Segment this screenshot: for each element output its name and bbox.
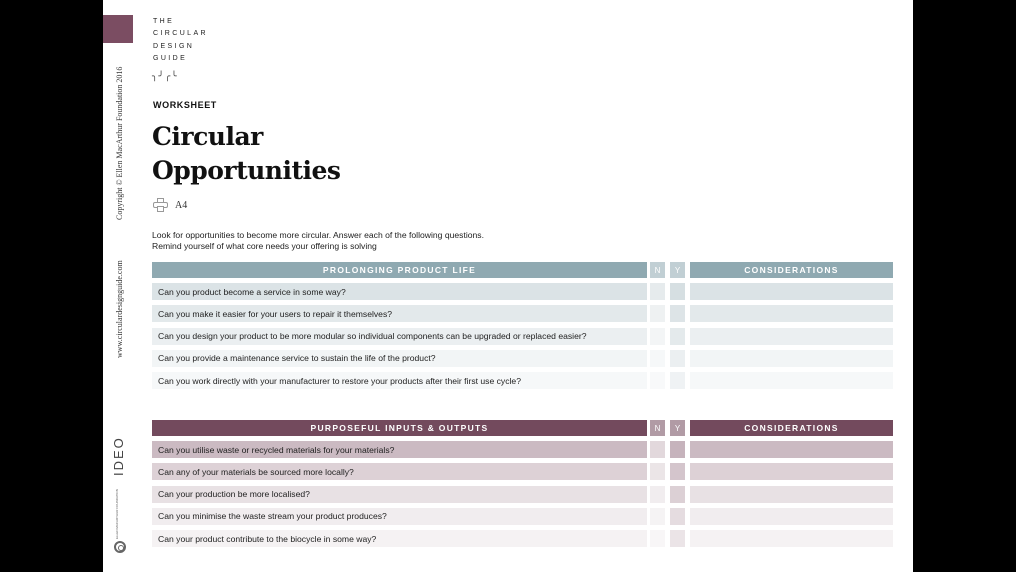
considerations-field[interactable] <box>690 305 893 322</box>
question-row <box>152 441 894 458</box>
page-title <box>152 120 341 188</box>
website-link[interactable]: www.circulardesignguide.com <box>115 260 124 358</box>
answer-yes-box[interactable] <box>670 328 685 345</box>
column-considerations-header: CONSIDERATIONS <box>690 262 893 278</box>
answer-yes-box[interactable] <box>670 372 685 389</box>
answer-no-box[interactable] <box>650 328 665 345</box>
question-row <box>152 530 894 547</box>
column-considerations-header: CONSIDERATIONS <box>690 420 893 436</box>
print-button[interactable] <box>153 198 187 212</box>
title-line: Circular <box>152 122 263 151</box>
question-row <box>152 283 894 300</box>
answer-yes-box[interactable] <box>670 486 685 503</box>
answer-no-box[interactable] <box>650 486 665 503</box>
brand-line: CIRCULAR <box>153 30 208 38</box>
emf-logo-text: ELLEN MACARTHUR FOUNDATION <box>115 489 119 539</box>
answer-no-box[interactable] <box>650 508 665 525</box>
brand-marks-icon: ╮╯╭╰ <box>152 71 178 81</box>
question-text: Can you make it easier for your users to repair it themselves? <box>152 305 647 322</box>
question-text: Can you design your product to be more modular so individual components can be upgraded or replaced easier? <box>152 328 647 345</box>
question-row <box>152 305 894 322</box>
brand-line: THE <box>153 18 175 25</box>
column-n-header: N <box>650 420 665 436</box>
answer-yes-box[interactable] <box>670 441 685 458</box>
printer-icon[interactable] <box>153 198 168 212</box>
question-text: Can you work directly with your manufacturer to restore your products after their first use cycle? <box>152 372 647 389</box>
brand-wordmark <box>153 16 208 65</box>
question-text: Can you minimise the waste stream your product produces? <box>152 508 647 525</box>
ideo-logo: IDEO <box>111 436 126 476</box>
accent-tab <box>103 15 133 43</box>
title-line: Opportunities <box>152 156 341 185</box>
question-text: Can your production be more localised? <box>152 486 647 503</box>
emf-ring-icon <box>114 541 126 553</box>
considerations-field[interactable] <box>690 372 893 389</box>
paper-size-label: A4 <box>175 199 188 211</box>
answer-no-box[interactable] <box>650 372 665 389</box>
kicker-label: WORKSHEET <box>153 100 217 110</box>
considerations-field[interactable] <box>690 486 893 503</box>
answer-no-box[interactable] <box>650 463 665 480</box>
section-title: PROLONGING PRODUCT LIFE <box>152 262 647 278</box>
intro-line: Look for opportunities to become more circular. Answer each of the following questions. <box>152 230 484 240</box>
answer-no-box[interactable] <box>650 350 665 367</box>
emf-logo <box>112 489 128 554</box>
answer-no-box[interactable] <box>650 305 665 322</box>
column-y-header: Y <box>670 262 685 278</box>
answer-no-box[interactable] <box>650 441 665 458</box>
considerations-field[interactable] <box>690 530 893 547</box>
section-title: PURPOSEFUL INPUTS & OUTPUTS <box>152 420 647 436</box>
answer-yes-box[interactable] <box>670 508 685 525</box>
section-header <box>152 420 894 436</box>
question-row <box>152 372 894 389</box>
question-text: Can any of your materials be sourced more locally? <box>152 463 647 480</box>
question-row <box>152 463 894 480</box>
answer-no-box[interactable] <box>650 530 665 547</box>
answer-yes-box[interactable] <box>670 530 685 547</box>
answer-yes-box[interactable] <box>670 350 685 367</box>
considerations-field[interactable] <box>690 283 893 300</box>
column-y-header: Y <box>670 420 685 436</box>
question-row <box>152 350 894 367</box>
brand-line: GUIDE <box>153 54 188 62</box>
question-text: Can your product contribute to the biocycle in some way? <box>152 530 647 547</box>
question-row <box>152 486 894 503</box>
question-text: Can you provide a maintenance service to sustain the life of the product? <box>152 350 647 367</box>
question-row <box>152 508 894 525</box>
answer-yes-box[interactable] <box>670 305 685 322</box>
section-purposeful-inputs-outputs <box>152 420 894 552</box>
intro-line: Remind yourself of what core needs your offering is solving <box>152 241 377 251</box>
considerations-field[interactable] <box>690 441 893 458</box>
section-prolonging-product-life <box>152 262 894 394</box>
copyright-text: Copyright © Ellen MacArthur Foundation 2016 <box>115 66 124 220</box>
question-text: Can you utilise waste or recycled materials for your materials? <box>152 441 647 458</box>
column-n-header: N <box>650 262 665 278</box>
considerations-field[interactable] <box>690 463 893 480</box>
brand-line: DESIGN <box>153 42 195 50</box>
considerations-field[interactable] <box>690 350 893 367</box>
answer-yes-box[interactable] <box>670 463 685 480</box>
considerations-field[interactable] <box>690 328 893 345</box>
answer-yes-box[interactable] <box>670 283 685 300</box>
question-text: Can you product become a service in some way? <box>152 283 647 300</box>
considerations-field[interactable] <box>690 508 893 525</box>
worksheet-page <box>103 0 913 572</box>
question-row <box>152 328 894 345</box>
intro-text <box>152 230 484 252</box>
answer-no-box[interactable] <box>650 283 665 300</box>
section-header <box>152 262 894 278</box>
